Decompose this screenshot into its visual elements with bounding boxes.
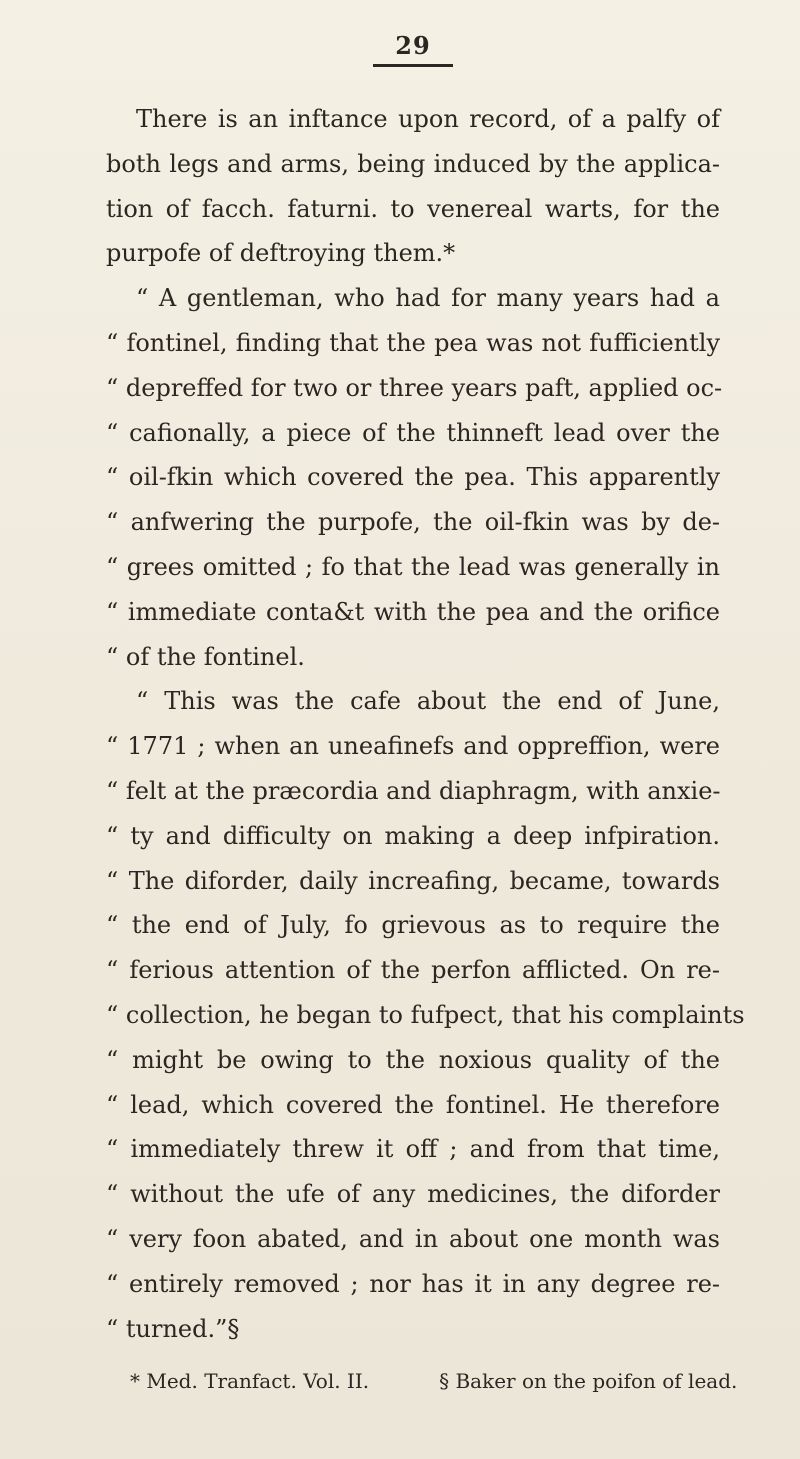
footnote-baker: § Baker on the poifon of lead. — [439, 1369, 738, 1393]
text-line: “ ty and difficulty on making a deep infpiration. — [106, 821, 720, 850]
text-line: “ ferious attention of the perfon afflicted. On re- — [106, 956, 720, 985]
text-line: “ felt at the præcordia and diaphragm, with anxie- — [106, 776, 721, 805]
body-text — [106, 97, 745, 1351]
text-line: “ depreffed for two or three years paft, applied oc- — [106, 373, 723, 402]
text-line: There is an inftance upon record, of a palfy of — [136, 105, 720, 133]
footnotes — [130, 1368, 740, 1394]
text-line: “ This was the cafe about the end of June, — [136, 687, 720, 716]
text-line: “ lead, which covered the fontinel. He therefore — [106, 1090, 720, 1119]
text-line: “ 1771 ; when an uneafinefs and oppreffion, were — [106, 732, 720, 761]
header-rule — [373, 64, 453, 67]
footnote-med-transact: * Med. Tranfact. Vol. II. — [130, 1369, 370, 1393]
text-line: “ immediately threw it off ; and from that time, — [106, 1135, 720, 1164]
text-line: both legs and arms, being induced by the applica- — [106, 149, 720, 178]
text-line: “ without the ufe of any medicines, the diforder — [106, 1180, 720, 1209]
text-line: “ the end of July, fo grievous as to require the — [106, 911, 720, 940]
text-line: “ A gentleman, who had for many years had a — [136, 284, 720, 313]
text-line: purpofe of deftroying them.* — [106, 239, 456, 268]
text-line: “ collection, he began to fufpect, that his complaints — [106, 1000, 745, 1029]
text-line: “ anfwering the purpofe, the oil-fkin was by de- — [106, 508, 720, 537]
text-line: “ turned.”§ — [106, 1314, 240, 1343]
text-line: “ immediate conta&t with the pea and the orifice — [106, 597, 720, 626]
text-line: “ might be owing to the noxious quality of the — [106, 1045, 720, 1074]
page-number: 29 — [395, 31, 431, 60]
text-line: “ very foon abated, and in about one month was — [106, 1224, 720, 1253]
text-line: “ oil-fkin which covered the pea. This apparently — [106, 463, 720, 492]
text-line: “ The diforder, daily increafing, became, towards — [106, 866, 720, 895]
text-line: “ of the fontinel. — [106, 642, 305, 671]
text-line: “ grees omitted ; fo that the lead was generally in — [106, 552, 720, 581]
text-line: “ fontinel, finding that the pea was not fufficiently — [106, 328, 720, 357]
text-line: tion of facch. faturni. to venereal warts, for the — [106, 194, 720, 223]
text-line: “ cafionally, a piece of the thinneft lead over the — [106, 418, 720, 447]
text-line: “ entirely removed ; nor has it in any degree re- — [106, 1269, 720, 1298]
